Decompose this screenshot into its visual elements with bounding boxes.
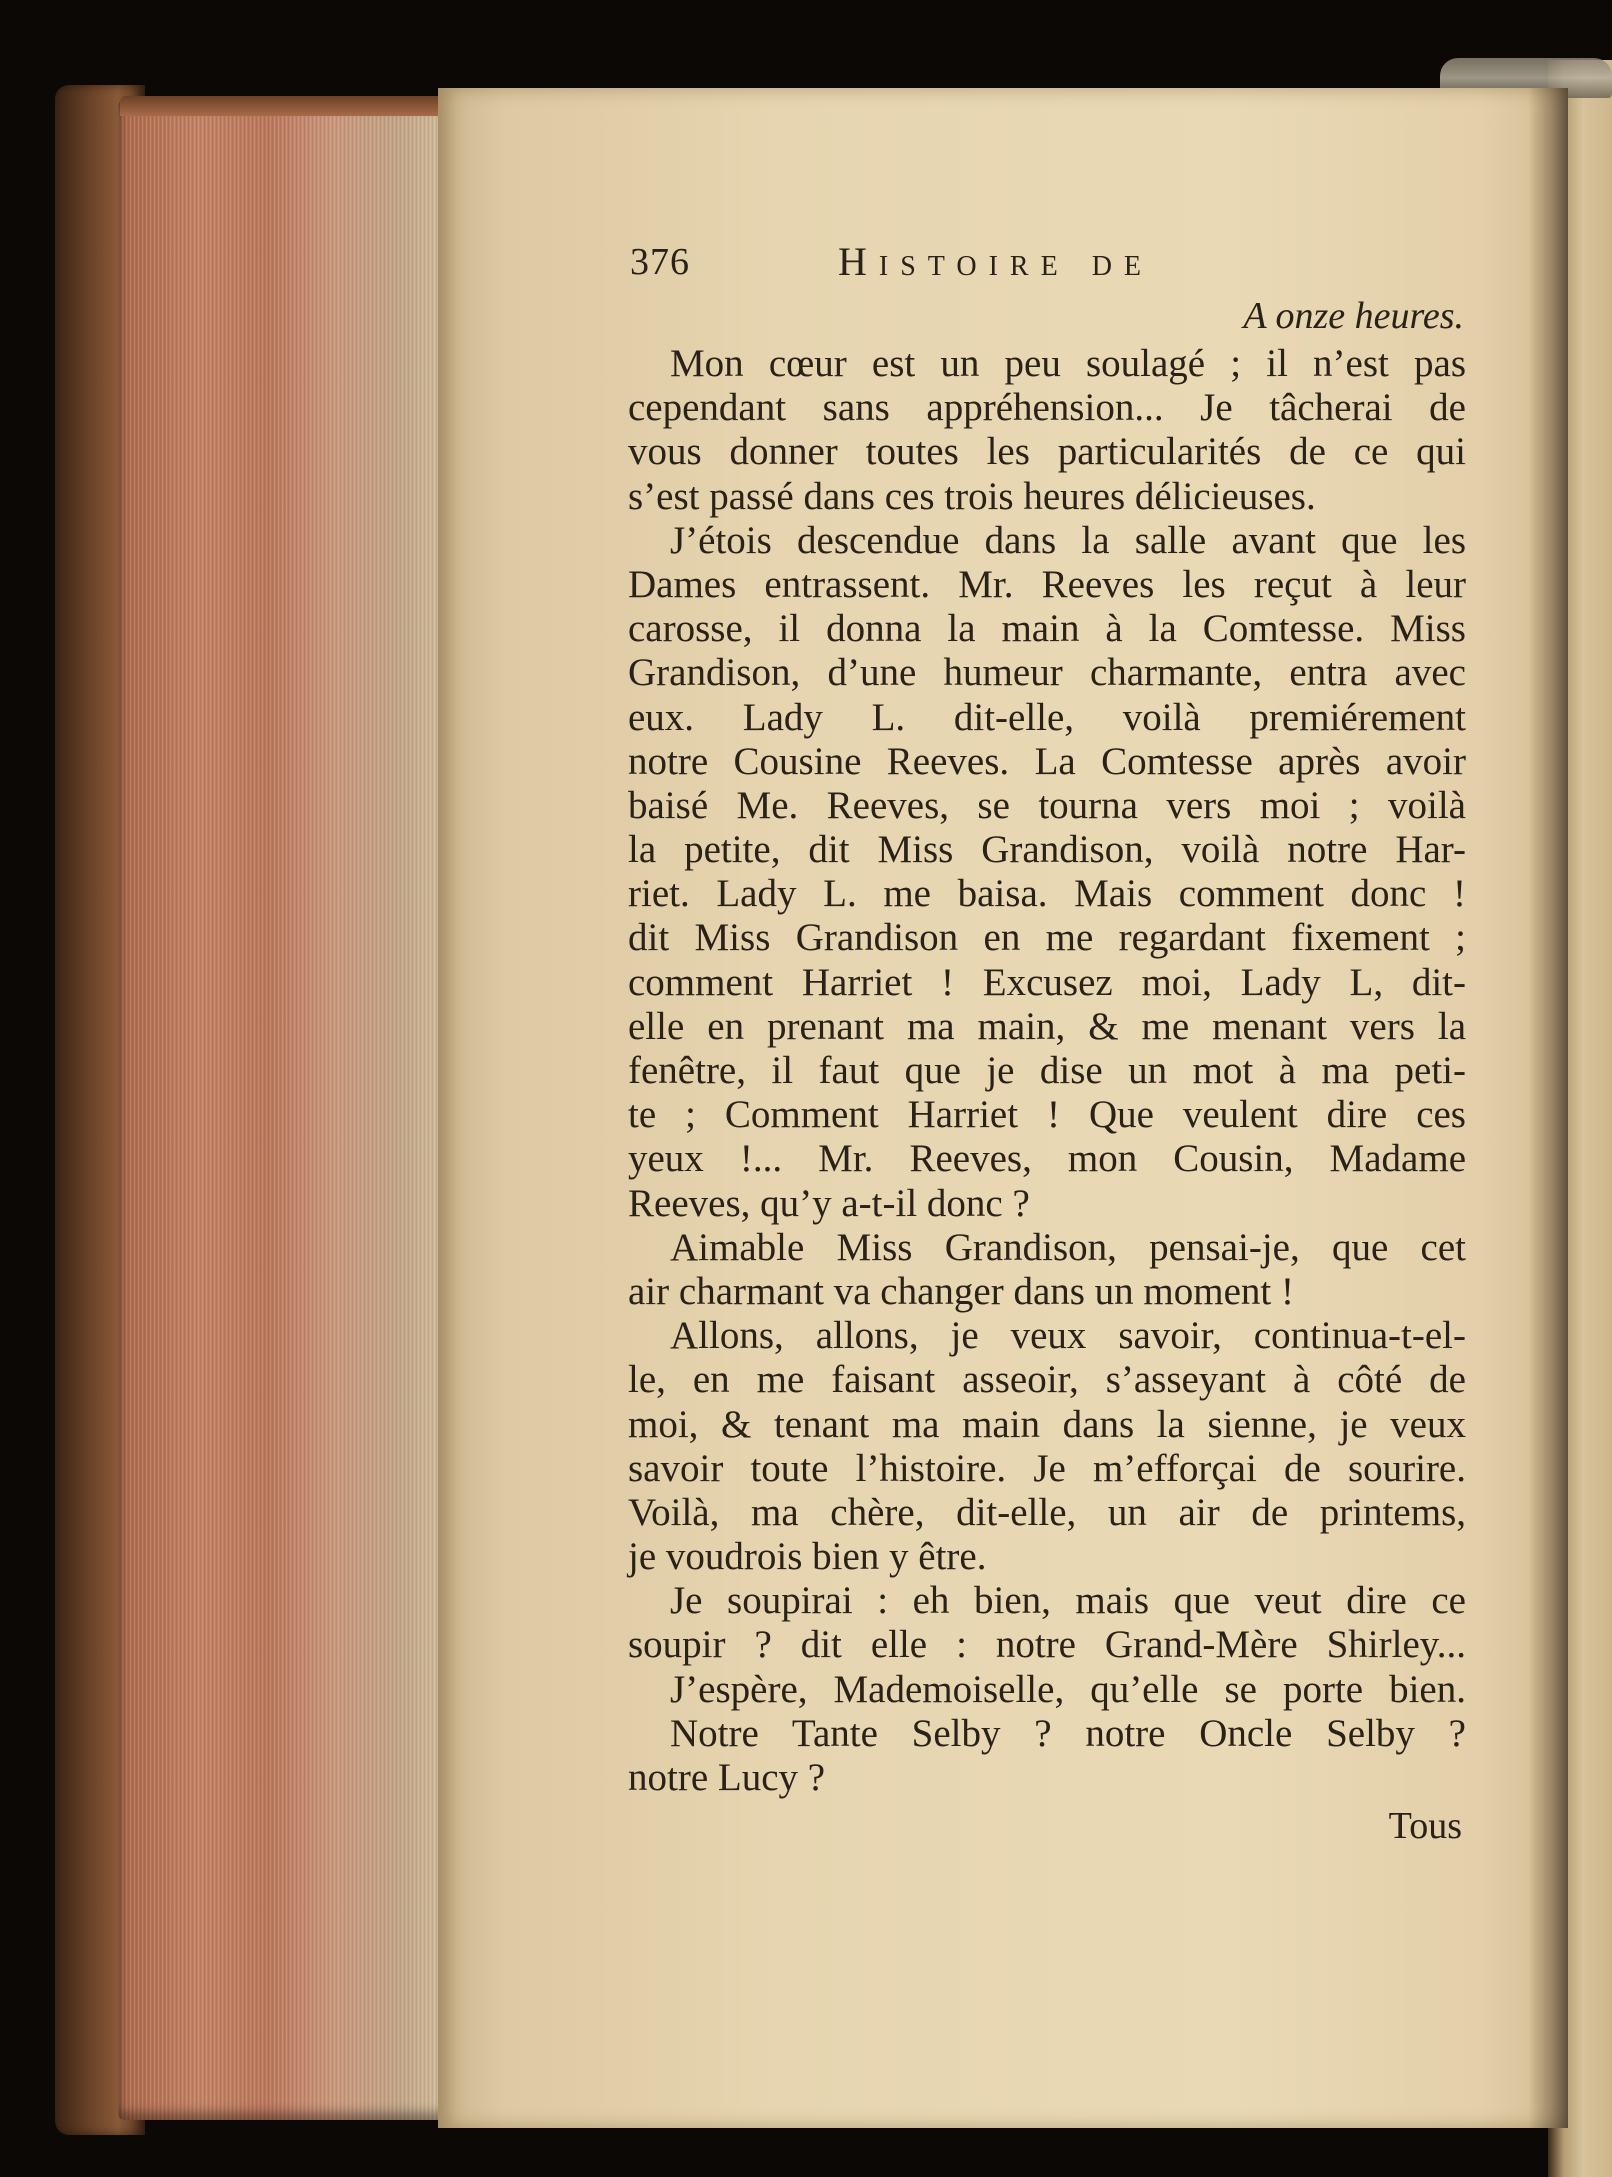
text-line: s’est passé dans ces trois heures délicieuses. xyxy=(628,474,1316,518)
page-fore-edge xyxy=(118,100,448,2120)
catchword: Tous xyxy=(1388,1805,1462,1848)
text-line: riet. Lady L. me baisa. Mais comment donc ! xyxy=(628,872,1466,916)
text-line: Mon cœur est un peu soulagé ; il n’est pas xyxy=(670,342,1466,385)
text-line: fenêtre, il faut que je dise un mot à ma peti- xyxy=(628,1049,1466,1092)
text-line: Je soupirai : eh bien, mais que veut dire ce xyxy=(670,1579,1466,1623)
text-line: le, en me faisant asseoir, s’asseyant à côté de xyxy=(628,1358,1466,1402)
text-line: soupir ? dit elle : notre Grand-Mère Shirley... xyxy=(628,1623,1466,1667)
text-line: Notre Tante Selby ? notre Oncle Selby ? xyxy=(670,1711,1466,1755)
dateline: A onze heures. xyxy=(1243,295,1464,337)
text-line: Grandison, d’une humeur charmante, entra avec xyxy=(628,651,1466,695)
gutter-shadow xyxy=(1528,88,1568,2128)
page-text xyxy=(628,238,1466,1848)
text-line: yeux !... Mr. Reeves, mon Cousin, Madame xyxy=(628,1137,1466,1181)
text-line: Dames entrassent. Mr. Reeves les reçut à leur xyxy=(628,562,1466,606)
text-line: moi, & tenant ma main dans la sienne, je veux xyxy=(628,1402,1466,1446)
text-line: notre Lucy ? xyxy=(628,1756,826,1799)
text-line: J’espère, Mademoiselle, qu’elle se porte bien. xyxy=(670,1667,1466,1711)
text-line: Voilà, ma chère, dit-elle, un air de printems, xyxy=(628,1490,1466,1534)
text-line: dit Miss Grandison en me regardant fixement ; xyxy=(628,916,1466,960)
text-line: cependant sans appréhension... Je tâcherai de xyxy=(628,386,1466,430)
text-line: elle en prenant ma main, & me menant vers la xyxy=(628,1004,1466,1048)
text-line: air charmant va changer dans un moment ! xyxy=(628,1269,1294,1313)
text-line: je voudrois bien y être. xyxy=(628,1535,987,1579)
text-line: la petite, dit Miss Grandison, voilà notre Har- xyxy=(628,828,1466,872)
running-head xyxy=(628,238,1466,294)
text-line: Reeves, qu’y a-t-il donc ? xyxy=(628,1181,1030,1225)
text-line: vous donner toutes les particularités de ce qui xyxy=(628,430,1466,474)
text-line: eux. Lady L. dit-elle, voilà premiérement xyxy=(628,695,1466,739)
text-line: notre Cousine Reeves. La Comtesse après avoir xyxy=(628,739,1466,783)
text-line: Allons, allons, je veux savoir, continua-t-el- xyxy=(670,1314,1466,1358)
text-line: comment Harriet ! Excusez moi, Lady L, dit- xyxy=(628,960,1466,1004)
text-line: Aimable Miss Grandison, pensai-je, que cet xyxy=(670,1225,1466,1269)
page-fore-edge-top xyxy=(120,96,450,116)
running-title: Histoire de xyxy=(838,239,1154,284)
text-line: carosse, il donna la main à la Comtesse. Miss xyxy=(628,607,1466,651)
text-line: baisé Me. Reeves, se tourna vers moi ; voilà xyxy=(628,783,1466,827)
text-line: J’étois descendue dans la salle avant que les xyxy=(670,518,1466,562)
page-number: 376 xyxy=(630,241,690,283)
text-line: te ; Comment Harriet ! Que veulent dire ces xyxy=(628,1093,1466,1137)
text-line: savoir toute l’histoire. Je m’efforçai de sourire. xyxy=(628,1446,1466,1490)
